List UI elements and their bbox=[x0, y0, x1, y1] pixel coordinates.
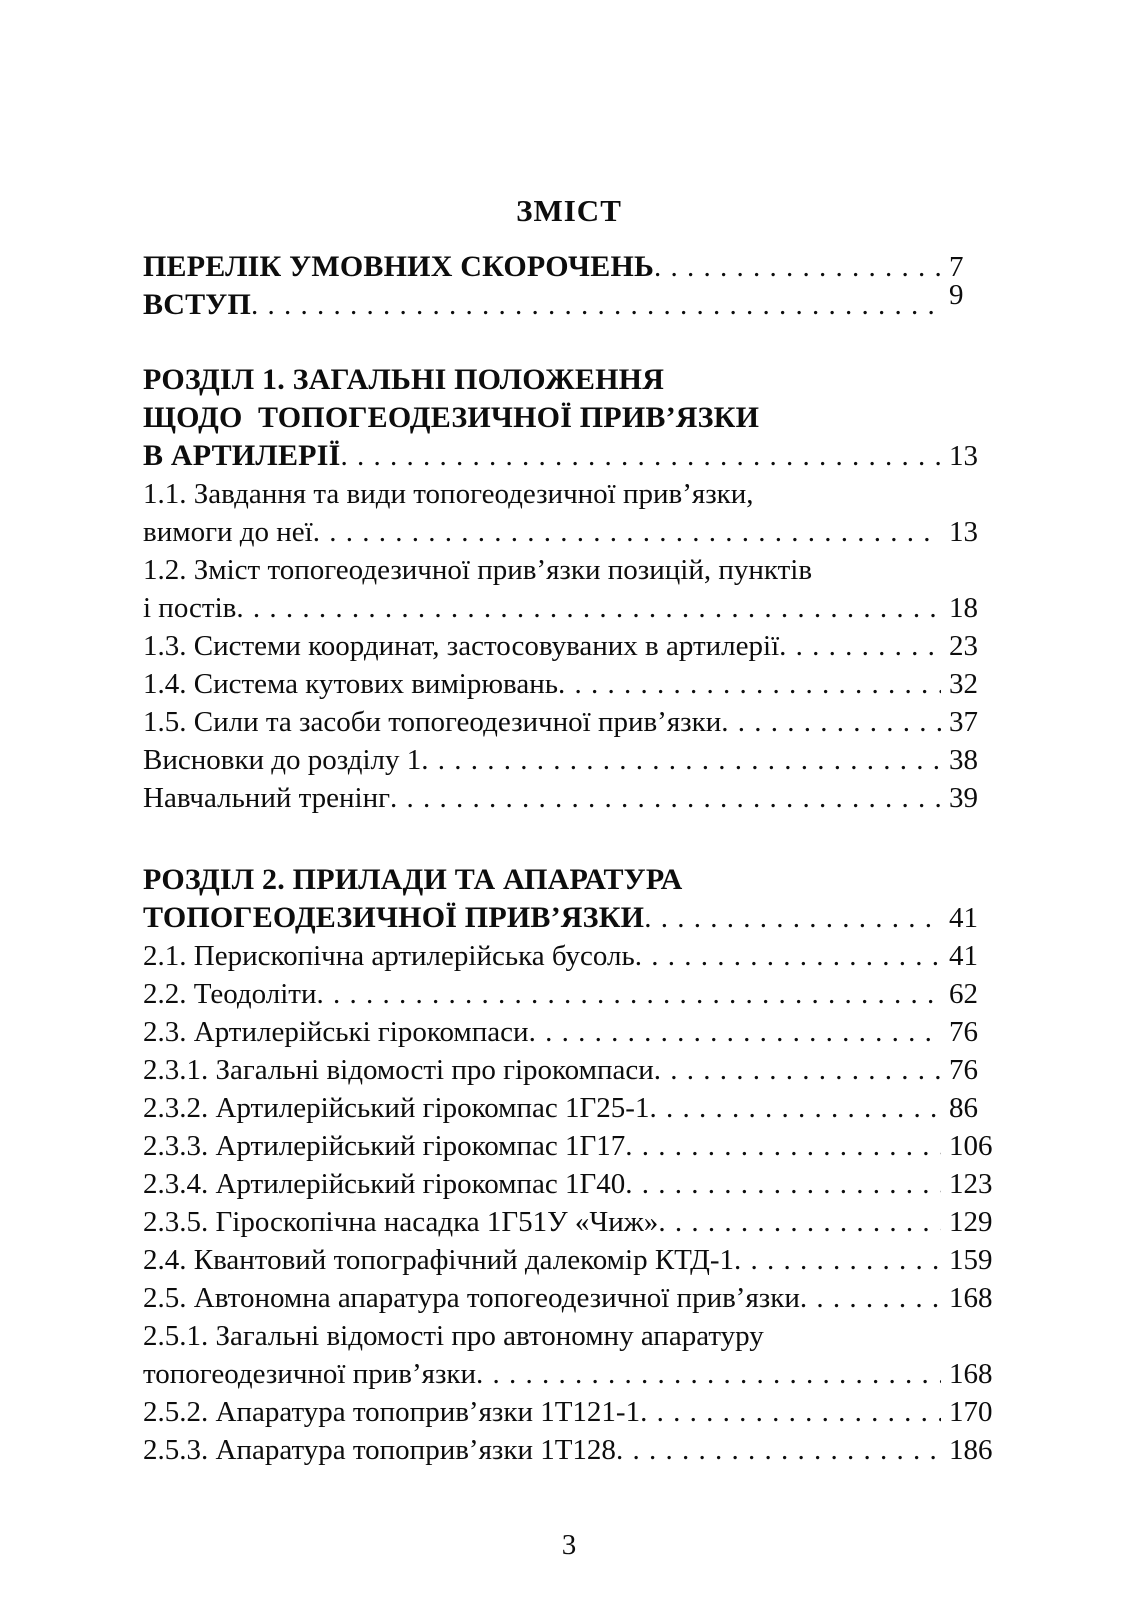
dot-leader bbox=[616, 1431, 941, 1469]
toc-entry-label: 2.3.1. Загальні відомості про гірокомпаси bbox=[143, 1054, 654, 1086]
toc-entry-label: ПЕРЕЛІК УМОВНИХ СКОРОЧЕНЬ bbox=[143, 250, 655, 283]
toc-entry-page: 13 bbox=[949, 440, 978, 472]
toc-entry-label: 2.3.4. Артилерійський гірокомпас 1Г40 bbox=[143, 1168, 626, 1200]
toc-entry-label: 2.5.1. Загальні відомості про автономну апаратуру bbox=[143, 1320, 764, 1352]
toc-entry-page: 38 bbox=[949, 744, 978, 776]
toc-entry-label: ТОПОГЕОДЕЗИЧНОЇ ПРИВ’ЯЗКИ bbox=[143, 901, 645, 934]
toc-entry-page: 41 bbox=[949, 940, 978, 972]
dot-leader bbox=[649, 1089, 941, 1127]
toc-entry-label: 2.3.3. Артилерійський гірокомпас 1Г17 bbox=[143, 1130, 626, 1162]
toc-entry-label: РОЗДІЛ 1. ЗАГАЛЬНІ ПОЛОЖЕННЯ bbox=[143, 363, 665, 396]
dot-leader bbox=[640, 1393, 941, 1431]
dot-leader bbox=[236, 589, 941, 627]
toc-row bbox=[143, 1127, 995, 1165]
toc-entry-label: ВСТУП bbox=[143, 288, 252, 321]
toc-row bbox=[143, 399, 995, 437]
toc-entry-page: 32 bbox=[949, 668, 978, 700]
toc-row bbox=[143, 703, 995, 741]
toc-row bbox=[143, 1393, 995, 1431]
toc-row bbox=[143, 361, 995, 399]
toc-row bbox=[143, 248, 995, 286]
toc-entry-label: 2.5. Автономна апаратура топогеодезичної прив’язки bbox=[143, 1282, 800, 1314]
dot-leader bbox=[625, 1127, 941, 1165]
toc-entry-label: 1.4. Система кутових вимірювань bbox=[143, 668, 558, 700]
toc-row bbox=[143, 589, 995, 627]
toc-row bbox=[143, 1165, 995, 1203]
toc-entry-label: топогеодезичної прив’язки bbox=[143, 1358, 477, 1390]
dot-leader bbox=[644, 899, 941, 937]
toc-entry-label: і постів bbox=[143, 592, 237, 624]
toc-row bbox=[143, 627, 995, 665]
toc-entry-label: 1.1. Завдання та види топогеодезичної прив’язки, bbox=[143, 478, 754, 510]
table-of-contents bbox=[143, 248, 995, 1469]
dot-leader bbox=[476, 1355, 941, 1393]
toc-entry-page: 159 bbox=[949, 1244, 993, 1276]
toc-entry-label: 2.4. Квантовий топографічний далекомір КТД-1 bbox=[143, 1244, 735, 1276]
toc-entry-page: 168 bbox=[949, 1358, 993, 1390]
toc-entry-label: В АРТИЛЕРІЇ bbox=[143, 439, 341, 472]
toc-row bbox=[143, 1317, 995, 1355]
dot-leader bbox=[251, 286, 941, 324]
toc-row bbox=[143, 899, 995, 937]
toc-row bbox=[143, 1051, 995, 1089]
toc-entry-page: 129 bbox=[949, 1206, 993, 1238]
dot-leader bbox=[313, 513, 941, 551]
toc-entry-label: ЩОДО ТОПОГЕОДЕЗИЧНОЇ ПРИВ’ЯЗКИ bbox=[143, 401, 760, 434]
dot-leader bbox=[658, 1203, 941, 1241]
dot-leader bbox=[654, 1051, 941, 1089]
toc-entry-page: 39 bbox=[949, 782, 978, 814]
toc-entry-label: Висновки до розділу 1 bbox=[143, 744, 422, 776]
toc-entry-label: Навчальний тренінг bbox=[143, 782, 391, 814]
toc-entry-page: 76 bbox=[949, 1054, 978, 1086]
toc-row bbox=[143, 1355, 995, 1393]
page-title: ЗМІСТ bbox=[516, 193, 622, 228]
toc-row bbox=[143, 1089, 995, 1127]
toc-entry-label: 2.3.2. Артилерійський гірокомпас 1Г25-1 bbox=[143, 1092, 650, 1124]
toc-row bbox=[143, 1241, 995, 1279]
toc-entry-page: 76 bbox=[949, 1016, 978, 1048]
toc-entry-label: 2.2. Теодоліти bbox=[143, 978, 317, 1010]
toc-row bbox=[143, 1431, 995, 1469]
dot-leader bbox=[800, 1279, 941, 1317]
toc-entry-label: РОЗДІЛ 2. ПРИЛАДИ ТА АПАРАТУРА bbox=[143, 863, 683, 896]
page-number: 3 bbox=[561, 1529, 577, 1561]
toc-entry-label: 2.5.2. Апаратура топоприв’язки 1Т121-1 bbox=[143, 1396, 641, 1428]
toc-entry-label: 2.3. Артилерійські гірокомпаси bbox=[143, 1016, 529, 1048]
toc-entry-page: 123 bbox=[949, 1168, 993, 1200]
toc-entry-label: вимоги до неї bbox=[143, 516, 313, 548]
toc-row bbox=[143, 1013, 995, 1051]
toc-row bbox=[143, 475, 995, 513]
toc-row bbox=[143, 975, 995, 1013]
dot-leader bbox=[779, 627, 941, 665]
toc-row bbox=[143, 513, 995, 551]
toc-entry-label: 1.2. Зміст топогеодезичної прив’язки позицій, пунктів bbox=[143, 554, 813, 586]
toc-entry-page: 37 bbox=[949, 706, 978, 738]
toc-entry-page: 106 bbox=[949, 1130, 993, 1162]
toc-entry-page: 18 bbox=[949, 592, 978, 624]
toc-entry-label: 2.1. Перископічна артилерійська бусоль bbox=[143, 940, 635, 972]
toc-row bbox=[143, 741, 995, 779]
toc-entry-label: 2.3.5. Гіроскопічна насадка 1Г51У «Чиж» bbox=[143, 1206, 659, 1238]
toc-entry-page: 9 bbox=[949, 279, 964, 311]
dot-leader bbox=[558, 665, 941, 703]
dot-leader bbox=[529, 1013, 941, 1051]
toc-row bbox=[143, 437, 995, 475]
toc-entry-page: 62 bbox=[949, 978, 978, 1010]
dot-leader bbox=[721, 703, 941, 741]
dot-leader bbox=[734, 1241, 941, 1279]
toc-entry-page: 13 bbox=[949, 516, 978, 548]
dot-leader bbox=[317, 975, 942, 1013]
toc-row bbox=[143, 861, 995, 899]
dot-leader bbox=[421, 741, 941, 779]
toc-entry-page: 168 bbox=[949, 1282, 993, 1314]
toc-row bbox=[143, 779, 995, 817]
toc-entry-page: 7 bbox=[949, 251, 964, 283]
toc-entry-label: 1.3. Системи координат, застосовуваних в артилерії bbox=[143, 630, 780, 662]
dot-leader bbox=[340, 437, 941, 475]
toc-row bbox=[143, 1203, 995, 1241]
toc-row bbox=[143, 279, 995, 324]
toc-row bbox=[143, 551, 995, 589]
toc-entry-page: 170 bbox=[949, 1396, 993, 1428]
toc-entry-page: 23 bbox=[949, 630, 978, 662]
toc-entry-page: 186 bbox=[949, 1434, 993, 1466]
toc-row bbox=[143, 1279, 995, 1317]
toc-entry-page: 86 bbox=[949, 1092, 978, 1124]
toc-entry-page: 41 bbox=[949, 902, 978, 934]
toc-entry-label: 1.5. Сили та засоби топогеодезичної прив’язки bbox=[143, 706, 722, 738]
dot-leader bbox=[390, 779, 941, 817]
dot-leader bbox=[654, 248, 941, 286]
toc-entry-label: 2.5.3. Апаратура топоприв’язки 1Т128 bbox=[143, 1434, 616, 1466]
toc-row bbox=[143, 937, 995, 975]
dot-leader bbox=[625, 1165, 941, 1203]
dot-leader bbox=[635, 937, 941, 975]
toc-row bbox=[143, 665, 995, 703]
